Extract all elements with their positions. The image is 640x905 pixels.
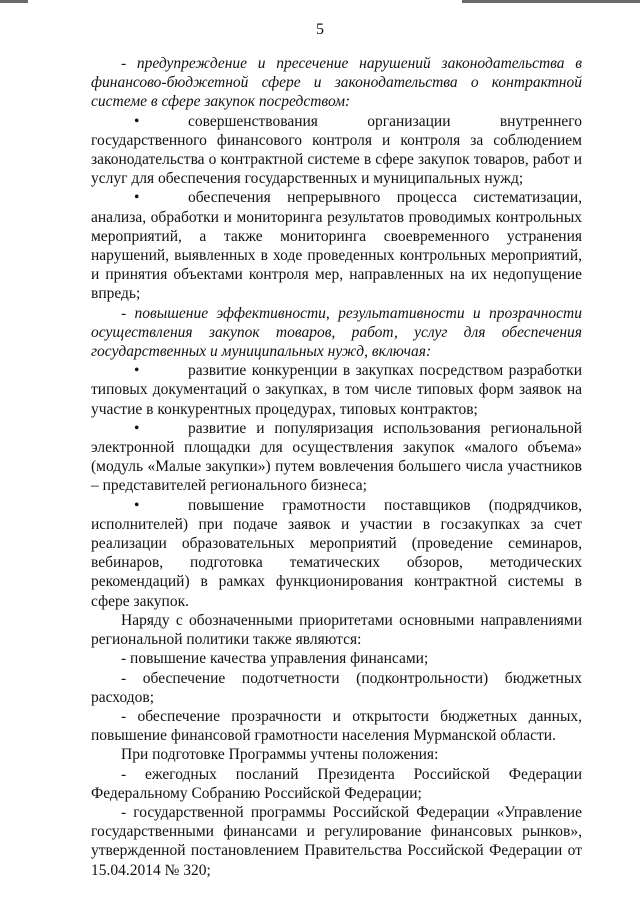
bullet-paragraph xyxy=(91,112,582,189)
paragraph xyxy=(91,611,582,649)
paragraph xyxy=(91,803,582,880)
paragraph-text: - государственной программы Российской Федерации «Управление государственными финансами и регулирование финансовых рынков», утвержденной постановлением Правительства Российской Федерации от 15.04.2014 № 320; xyxy=(91,803,582,879)
scan-edge-right xyxy=(462,0,640,3)
paragraph xyxy=(91,745,582,764)
bullet-icon: • xyxy=(134,496,140,514)
bullet-paragraph xyxy=(91,419,582,496)
document-body xyxy=(91,54,582,880)
bullet-icon: • xyxy=(134,362,140,380)
paragraph-text: совершенствования организации внутреннего государственного финансового контроля и контроля за соблюдением законодательства о контрактной системе в сфере закупок товаров, работ и услуг для обеспечения государственных и муниципальных нужд; xyxy=(91,112,582,188)
paragraph-text: развитие и популяризация использования региональной электронной площадки для осуществления закупок «малого объема» (модуль «Малые закупки») путем вовлечения большего числа участников – представителей регионального бизнеса; xyxy=(91,419,582,495)
bullet-paragraph xyxy=(91,188,582,303)
paragraph xyxy=(91,304,582,362)
bullet-paragraph xyxy=(91,496,582,611)
scan-edge-left xyxy=(0,0,28,3)
bullet-icon: • xyxy=(134,189,140,207)
paragraph xyxy=(91,765,582,803)
paragraph-text: - обеспечение прозрачности и открытости бюджетных данных, повышение финансовой грамотности населения Мурманской области. xyxy=(91,707,582,745)
paragraph-text: обеспечения непрерывного процесса систематизации, анализа, обработки и мониторинга результатов проводимых контрольных мероприятий, а также мониторинга своевременного устранения нарушений, выявленных в ходе проведенных контрольных мероприятий, и принятия объектами контроля мер, направленных на их недопущение впредь; xyxy=(91,189,582,303)
paragraph-text: - повышение эффективности, результативности и прозрачности осуществления закупок товаров, работ, услуг для обеспечения государственных и муниципальных нужд, включая: xyxy=(91,304,582,361)
paragraph-text: - предупреждение и пресечение нарушений законодательства в финансово-бюджетной сфере и законодательства о контрактной системе в сфере закупок посредством: xyxy=(91,55,582,111)
paragraph xyxy=(91,707,582,745)
paragraph-text: - повышение качества управления финансами; xyxy=(121,650,429,668)
bullet-icon: • xyxy=(134,112,140,130)
bullet-paragraph xyxy=(91,361,582,419)
paragraph-text: - обеспечение подотчетности (подконтрольности) бюджетных расходов; xyxy=(91,669,582,706)
paragraph-text: повышение грамотности поставщиков (подрядчиков, исполнителей) при подаче заявок и участии в госзакупках за счет реализации образовательных мероприятий (проведение семинаров, вебинаров, подготовка тематических обзоров, методических рекомендаций) в рамках функционирования контрактной системы в сфере закупок. xyxy=(91,496,582,610)
paragraph xyxy=(91,54,582,112)
bullet-icon: • xyxy=(134,419,140,437)
paragraph-text: развитие конкуренции в закупках посредством разработки типовых документаций о закупках, в том числе типовых форм заявок на участие в конкурентных процедурах, типовых контрактов; xyxy=(91,362,582,418)
paragraph xyxy=(91,669,582,707)
paragraph-text: При подготовке Программы учтены положения: xyxy=(121,746,439,764)
paragraph-text: Наряду с обозначенными приоритетами основными направлениями региональной политики также являются: xyxy=(91,611,582,649)
paragraph-text: - ежегодных посланий Президента Российской Федерации Федеральному Собранию Российской Федерации; xyxy=(91,765,582,802)
paragraph xyxy=(91,649,582,668)
page-number: 5 xyxy=(316,21,324,38)
